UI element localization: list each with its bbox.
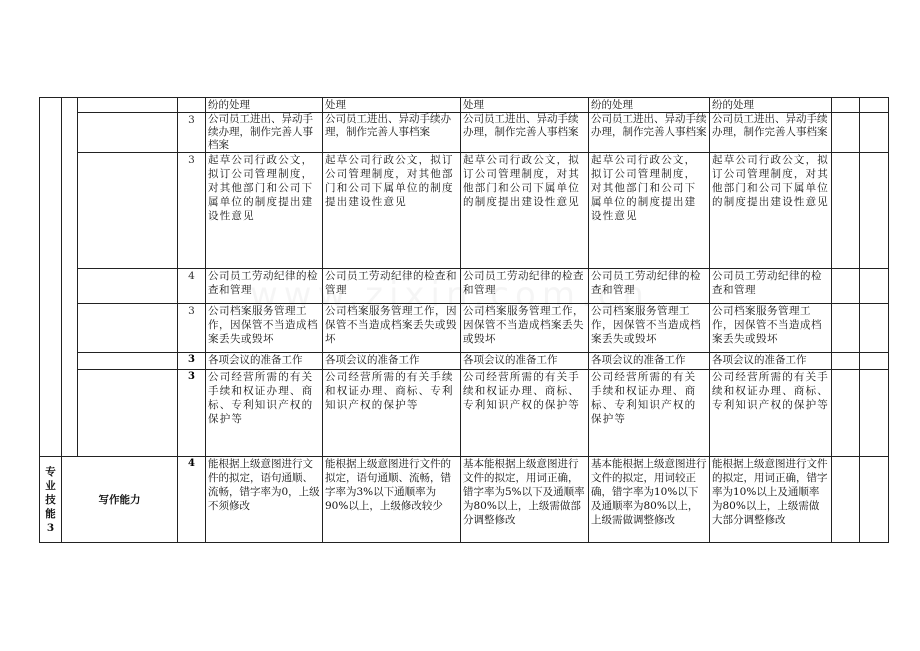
blank-cell (832, 153, 860, 269)
level-2-cell: 公司经营所需的有关手续和权证办理、商标、专利知识产权的保护等 (323, 370, 461, 457)
level-5-cell: 能根据上级意图进行文件的拟定，用词正确，错字率为10%以上及通顺率为80%以上，上级需做大部分调整修改 (710, 457, 832, 543)
level-5-cell: 各项会议的准备工作 (710, 353, 832, 370)
level-5-cell: 起草公司行政公文，拟订公司管理制度，对其他部门和公司下属单位的制度提出建设性意见 (710, 153, 832, 269)
score-cell: 3 (178, 153, 206, 269)
score-cell: 3 (178, 113, 206, 153)
level-2-cell: 起草公司行政公文，拟订公司管理制度，对其他部门和公司下属单位的制度提出建设性意见 (323, 153, 461, 269)
blank-cell (860, 370, 889, 457)
level-2-cell: 处理 (323, 98, 461, 113)
blank-cell (62, 98, 78, 457)
level-1-cell: 各项会议的准备工作 (206, 353, 323, 370)
level-3-cell: 基本能根据上级意图进行文件的拟定，用词正确，错字率为5%以下及通顺率为80%以上，上级需做部分调整修改 (461, 457, 589, 543)
level-2-cell: 公司员工劳动纪律的检查和管理 (323, 269, 461, 304)
score-cell: 4 (178, 269, 206, 304)
level-1-cell: 公司经营所需的有关手续和权证办理、商标、专利知识产权的保护等 (206, 370, 323, 457)
level-5-cell: 公司经营所需的有关手续和权证办理、商标、专利知识产权的保护等 (710, 370, 832, 457)
level-3-cell: 处理 (461, 98, 589, 113)
table-row (40, 269, 889, 304)
blank-cell (832, 304, 860, 353)
score-cell (178, 98, 206, 113)
level-2-cell: 公司员工进出、异动手续办理，制作完善人事档案 (323, 113, 461, 153)
blank-cell (832, 269, 860, 304)
level-3-cell: 公司经营所需的有关手续和权证办理、商标、专利知识产权的保护等 (461, 370, 589, 457)
evaluation-table (39, 97, 889, 543)
level-1-cell: 起草公司行政公文，拟订公司管理制度，对其他部门和公司下属单位的制度提出建设性意见 (206, 153, 323, 269)
blank-cell (78, 370, 178, 457)
level-1-cell: 公司员工进出、异动手续办理，制作完善人事档案 (206, 113, 323, 153)
blank-cell (860, 304, 889, 353)
level-5-cell: 公司档案服务管理工作，因保管不当造成档案丢失或毁坏 (710, 304, 832, 353)
blank-cell (832, 113, 860, 153)
level-1-cell: 公司员工劳动纪律的检查和管理 (206, 269, 323, 304)
blank-cell (40, 98, 62, 457)
level-4-cell: 公司经营所需的有关手续和权证办理、商标、专利知识产权的保护等 (589, 370, 710, 457)
table-row (40, 153, 889, 269)
level-4-cell: 纷的处理 (589, 98, 710, 113)
category-cell: 专业技能3 (40, 457, 62, 543)
blank-cell (78, 113, 178, 153)
blank-cell (832, 353, 860, 370)
skill-name-cell: 写作能力 (62, 457, 178, 543)
blank-cell (860, 113, 889, 153)
blank-cell (860, 269, 889, 304)
blank-cell (860, 353, 889, 370)
blank-cell (860, 457, 889, 543)
blank-cell (78, 269, 178, 304)
level-3-cell: 各项会议的准备工作 (461, 353, 589, 370)
level-4-cell: 基本能根据上级意图进行文件的拟定，用词较正确，错字率为10%以下及通顺率为80%以上，上级需做调整修改 (589, 457, 710, 543)
level-4-cell: 公司档案服务管理工作，因保管不当造成档案丢失或毁坏 (589, 304, 710, 353)
table-row (40, 304, 889, 353)
level-5-cell: 纷的处理 (710, 98, 832, 113)
blank-cell (860, 153, 889, 269)
level-5-cell: 公司员工进出、异动手续办理，制作完善人事档案 (710, 113, 832, 153)
blank-cell (832, 370, 860, 457)
level-3-cell: 公司档案服务管理工作，因保管不当造成档案丢失或毁坏 (461, 304, 589, 353)
blank-cell (78, 153, 178, 269)
level-2-cell: 能根据上级意图进行文件的拟定，语句通顺、流畅，错字率为3%以下通顺率为90%以上，上级修改较少 (323, 457, 461, 543)
blank-cell (832, 457, 860, 543)
level-3-cell: 公司员工进出、异动手续办理，制作完善人事档案 (461, 113, 589, 153)
level-5-cell: 公司员工劳动纪律的检查和管理 (710, 269, 832, 304)
table-row (40, 457, 889, 543)
level-3-cell: 公司员工劳动纪律的检查和管理 (461, 269, 589, 304)
level-2-cell: 公司档案服务管理工作，因保管不当造成档案丢失或毁坏 (323, 304, 461, 353)
level-1-cell: 公司档案服务管理工作，因保管不当造成档案丢失或毁坏 (206, 304, 323, 353)
level-4-cell: 起草公司行政公文，拟订公司管理制度，对其他部门和公司下属单位的制度提出建设性意见 (589, 153, 710, 269)
table-row (40, 370, 889, 457)
level-4-cell: 公司员工劳动纪律的检查和管理 (589, 269, 710, 304)
blank-cell (832, 98, 860, 113)
blank-cell (860, 98, 889, 113)
level-1-cell: 纷的处理 (206, 98, 323, 113)
score-cell: 3 (178, 370, 206, 457)
blank-cell (78, 304, 178, 353)
table-row (40, 113, 889, 153)
level-4-cell: 各项会议的准备工作 (589, 353, 710, 370)
score-cell: 3 (178, 304, 206, 353)
level-4-cell: 公司员工进出、异动手续办理，制作完善人事档案 (589, 113, 710, 153)
table-row (40, 353, 889, 370)
level-1-cell: 能根据上级意图进行文件的拟定，语句通顺、流畅，错字率为0，上级不须修改 (206, 457, 323, 543)
blank-cell (78, 98, 178, 113)
level-3-cell: 起草公司行政公文，拟订公司管理制度，对其他部门和公司下属单位的制度提出建设性意见 (461, 153, 589, 269)
table-row (40, 98, 889, 113)
blank-cell (78, 353, 178, 370)
level-2-cell: 各项会议的准备工作 (323, 353, 461, 370)
score-cell: 3 (178, 353, 206, 370)
score-cell: 4 (178, 457, 206, 543)
